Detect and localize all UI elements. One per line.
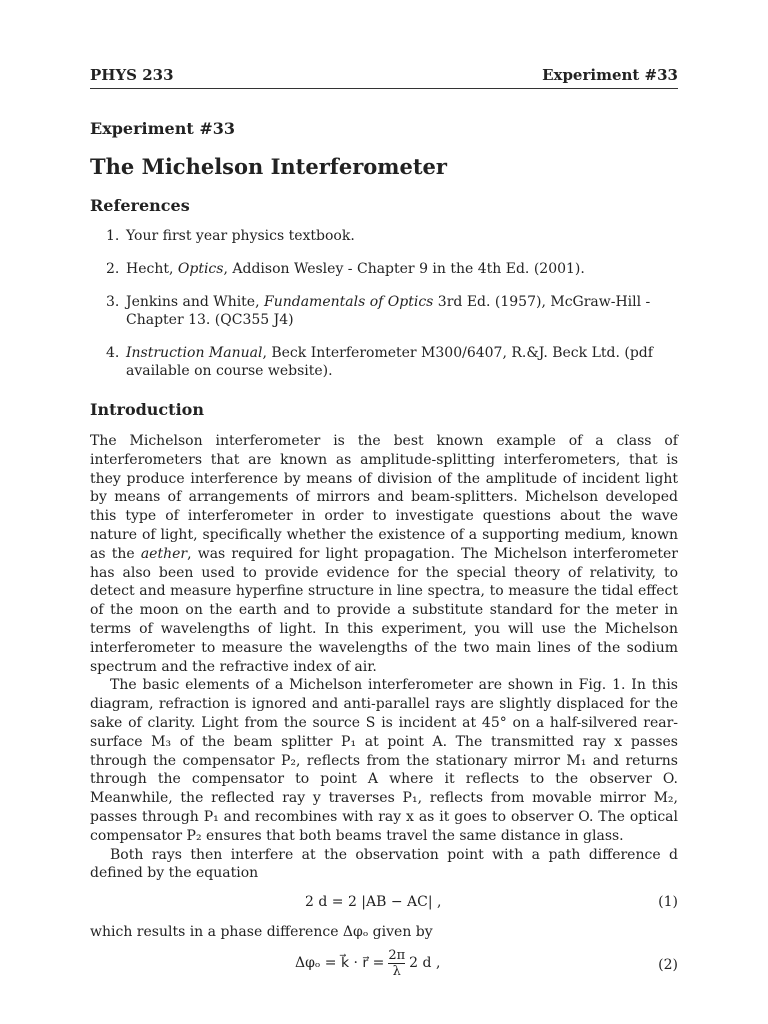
fraction: $\frac{2\pi}{\lambda}$ bbox=[388, 947, 406, 979]
introduction-body bbox=[90, 432, 678, 990]
experiment-number: Experiment #33 bbox=[90, 119, 235, 138]
header-experiment: Experiment #33 bbox=[542, 66, 678, 84]
paragraph: The basic elements of a Michelson interferometer are shown in Fig. 1. In this diagram, refraction is ignored and anti-parallel rays are slightly displaced for the sake of clarity. Light from the source S is incident at 45° on a half-silvered rear-surface M₃ of the beam splitter P₁ at point A. The transmitted ray x passes through the compensator P₂, reflects from the stationary mirror M₁ and returns through the compensator to point A where it reflects to the observer O. Meanwhile, the reflected ray y traverses P₁, reflects from movable mirror M₂, passes through P₁ and recombines with ray x as it goes to observer O. The optical compensator P₂ ensures that both beams travel the same distance in glass. bbox=[90, 677, 678, 844]
reference-item: 3. Jenkins and White, Fundamentals of Optics 3rd Ed. (1957), McGraw-Hill - Chapter 13. (QC355 J4) bbox=[106, 294, 651, 328]
reference-item: 4. Instruction Manual, Beck Interferometer M300/6407, R.&J. Beck Ltd. (pdf available on course website). bbox=[106, 345, 653, 379]
reference-item: 1. Your first year physics textbook. bbox=[106, 228, 355, 244]
references-heading: References bbox=[90, 196, 190, 215]
introduction-heading: Introduction bbox=[90, 400, 204, 419]
running-header bbox=[90, 66, 678, 89]
equation-2-number: (2) bbox=[658, 956, 678, 973]
paragraph: which results in a phase difference Δφₒ given by bbox=[90, 924, 433, 941]
references-list bbox=[90, 227, 678, 395]
paragraph: The Michelson interferometer is the best known example of a class of interferometers that are known as amplitude-splitting interferometers, that is they produce interference by means of division of the amplitude of incident light by means of arrangements of mirrors and beam-splitters. Michelson developed this type of interferometer in order to investigate questions about the wave nature of light, specifically whether the existence of a supporting medium, known as the aether, was required for light propagation. The Michelson interferometer has also been used to provide evidence for the special theory of relativity, to detect and measure hyperfine structure in line spectra, to measure the tidal effect of the moon on the earth and to provide a substitute standard for the meter in terms of wavelengths of light. In this experiment, you will use the Michelson interferometer to measure the wavelengths of the two main lines of the sodium spectrum and the refractive index of air. bbox=[90, 433, 678, 675]
equation-1 bbox=[90, 883, 678, 923]
equation-1-body: 2 d = 2 |AB − AC| , bbox=[305, 894, 442, 911]
reference-item: 2. Hecht, Optics, Addison Wesley - Chapter 9 in the 4th Ed. (2001). bbox=[106, 261, 585, 277]
equation-2-body: Δφₒ = k⃗ · r⃗ = $\frac{2\pi}{\lambda}$ 2 d , bbox=[295, 947, 441, 979]
page-title: The Michelson Interferometer bbox=[90, 154, 447, 179]
paragraph: Both rays then interfere at the observation point with a path difference d defined by the equation bbox=[90, 846, 678, 882]
header-course: PHYS 233 bbox=[90, 66, 174, 84]
equation-2 bbox=[90, 942, 678, 990]
equation-1-number: (1) bbox=[658, 894, 678, 911]
